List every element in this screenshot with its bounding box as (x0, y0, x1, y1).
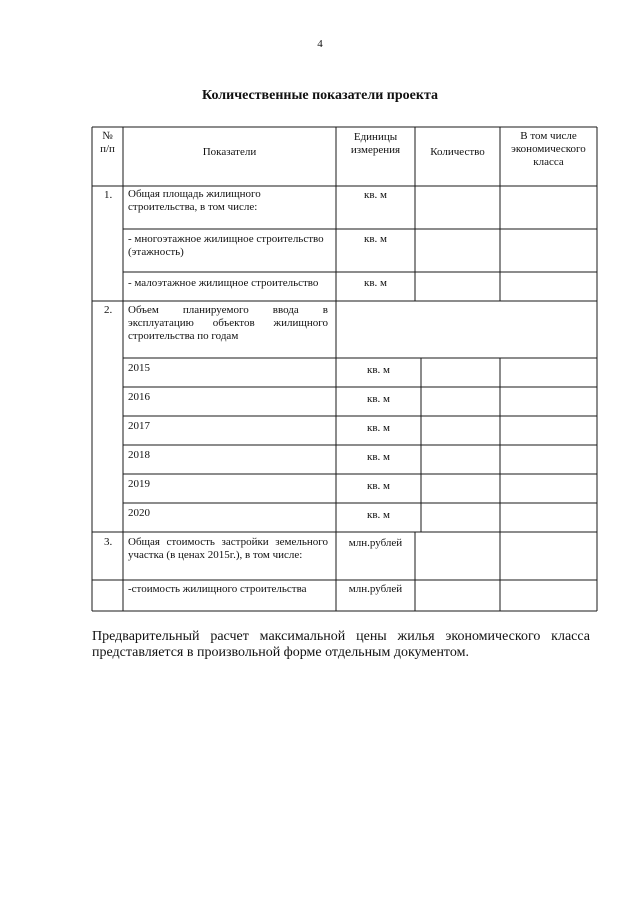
header-num: № п/п (100, 130, 115, 155)
header-quantity: Количество (430, 146, 485, 158)
row-number: 2. (104, 304, 113, 316)
document-title: Количественные показатели проекта (202, 88, 438, 103)
row-unit: кв. м (364, 189, 387, 201)
header-econ-class: В том числе экономического класса (511, 130, 586, 168)
header-units: Единицы измерения (350, 131, 401, 156)
row-unit: кв. м (367, 480, 390, 492)
row-label: 2020 (128, 507, 150, 519)
row-label: 2016 (128, 391, 150, 403)
header-indicators: Показатели (202, 146, 257, 158)
row-label: 2017 (128, 420, 150, 432)
row-label: 2018 (128, 449, 150, 461)
row-label: Объем планируемого ввода в эксплуатацию объектов жилищного строительства по годам (128, 304, 328, 342)
row-unit: кв. м (367, 393, 390, 405)
row-label: - многоэтажное жилищное строительство (этажность) (128, 233, 324, 258)
row-unit: млн.рублей (348, 537, 403, 549)
row-unit: кв. м (367, 509, 390, 521)
row-label: Общая площадь жилищного строительства, в том числе: (128, 188, 261, 213)
row-label: -стоимость жилищного строительства (128, 583, 307, 595)
row-unit: кв. м (367, 364, 390, 376)
row-unit: кв. м (364, 277, 387, 289)
row-label: 2019 (128, 478, 150, 490)
row-unit: кв. м (364, 233, 387, 245)
row-unit: кв. м (367, 451, 390, 463)
row-label: Общая стоимость застройки земельного участка (в ценах 2015г.), в том числе: (128, 536, 328, 561)
page-number: 4 (317, 38, 323, 50)
row-label: 2015 (128, 362, 150, 374)
row-label: - малоэтажное жилищное строительство (128, 277, 319, 289)
row-unit: кв. м (367, 422, 390, 434)
row-unit: млн.рублей (348, 583, 403, 595)
closing-paragraph: Предварительный расчет максимальной цены жилья экономического класса представляется в произвольной форме отдельным документом. (92, 629, 590, 660)
row-number: 3. (104, 536, 113, 548)
row-number: 1. (104, 189, 113, 201)
